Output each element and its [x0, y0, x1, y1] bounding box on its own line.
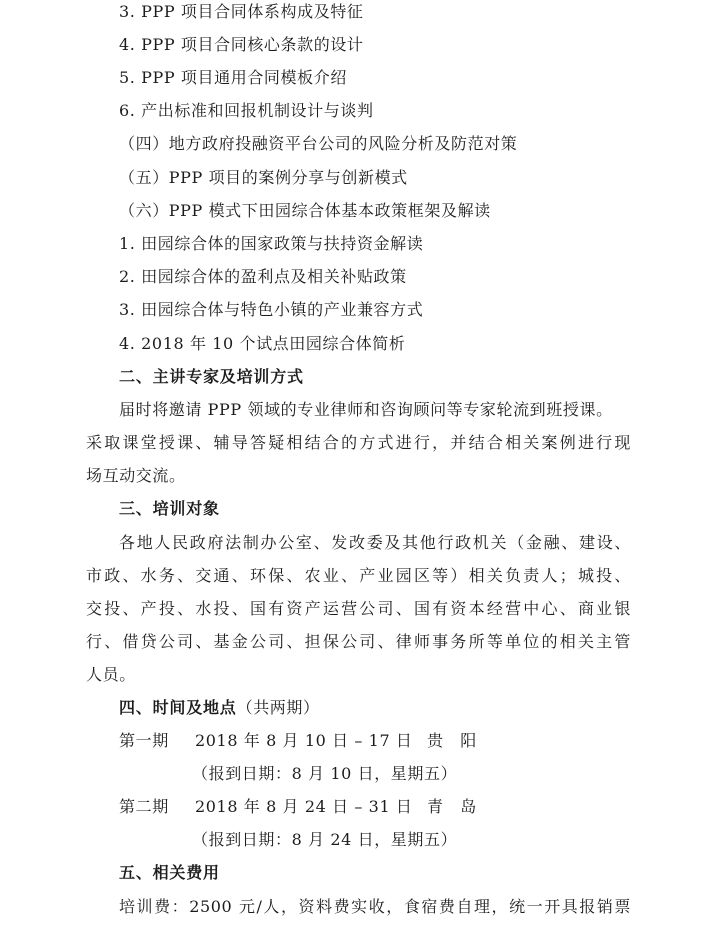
section-4-heading-note: （共两期）: [236, 698, 320, 717]
section-3-line-5: 人员。: [86, 665, 136, 684]
section-3-heading: 三、培训对象: [119, 499, 220, 518]
session-1-dates: 2018 年 8 月 10 日 – 17 日: [195, 731, 413, 750]
section-2-line-1: 届时将邀请 PPP 领域的专业律师和咨询顾问等专家轮流到班授课。: [119, 400, 613, 419]
outline-item-3-4: 4. PPP 项目合同核心条款的设计: [119, 35, 364, 54]
section-2-line-2: 采取课堂授课、辅导答疑相结合的方式进行，并结合相关案例进行现: [86, 433, 631, 452]
outline-item-3-3: 3. PPP 项目合同体系构成及特征: [119, 2, 364, 21]
section-4-heading: 四、时间及地点: [119, 698, 237, 717]
section-3-line-2: 市政、水务、交通、环保、农业、产业园区等）相关负责人；城投、: [86, 566, 631, 585]
outline-item-3-5: 5. PPP 项目通用合同模板介绍: [119, 68, 347, 87]
outline-item-3-6: 6. 产出标准和回报机制设计与谈判: [119, 101, 374, 120]
section-5-line-1: 培训费：2500 元/人，资料费实收，食宿费自理，统一开具报销票: [119, 897, 631, 916]
outline-part-6: （六）PPP 模式下田园综合体基本政策框架及解读: [119, 201, 491, 220]
session-1-label: 第一期: [119, 731, 169, 750]
session-1-city: 贵 阳: [427, 731, 477, 750]
outline-item-6-3: 3. 田园综合体与特色小镇的产业兼容方式: [119, 300, 424, 319]
section-3-line-1: 各地人民政府法制办公室、发改委及其他行政机关（金融、建设、: [119, 533, 631, 552]
session-2-checkin: （报到日期：8 月 24 日，星期五）: [192, 830, 458, 849]
section-2-line-3: 场互动交流。: [86, 466, 186, 485]
session-2-dates: 2018 年 8 月 24 日 – 31 日: [195, 797, 413, 816]
outline-part-5: （五）PPP 项目的案例分享与创新模式: [119, 168, 408, 187]
section-3-line-3: 交投、产投、水投、国有资产运营公司、国有资本经营中心、商业银: [86, 599, 631, 618]
outline-item-6-2: 2. 田园综合体的盈利点及相关补贴政策: [119, 267, 407, 286]
outline-item-6-1: 1. 田园综合体的国家政策与扶持资金解读: [119, 234, 424, 253]
section-3-line-4: 行、借贷公司、基金公司、担保公司、律师事务所等单位的相关主管: [86, 632, 631, 651]
session-2-label: 第二期: [119, 797, 169, 816]
section-4-heading-row: [119, 698, 320, 718]
section-2-heading: 二、主讲专家及培训方式: [119, 367, 304, 386]
session-1-checkin: （报到日期：8 月 10 日，星期五）: [192, 764, 458, 783]
session-2-city: 青 岛: [427, 797, 477, 816]
outline-part-4: （四）地方政府投融资平台公司的风险分析及防范对策: [119, 134, 518, 153]
outline-item-6-4: 4. 2018 年 10 个试点田园综合体简析: [119, 334, 406, 353]
section-5-heading: 五、相关费用: [119, 863, 220, 882]
